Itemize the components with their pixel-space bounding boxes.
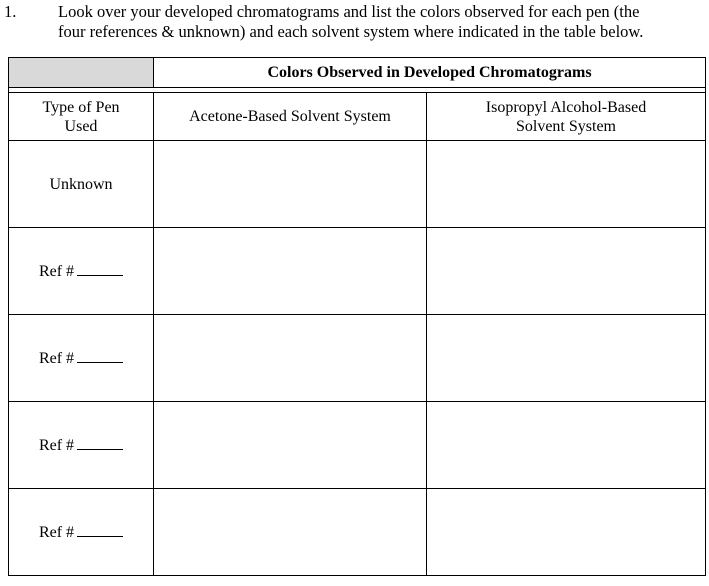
row-label-cell <box>9 315 154 402</box>
row-label: Ref # <box>38 437 75 454</box>
isopropyl-entry-cell[interactable] <box>427 489 706 576</box>
chromatogram-colors-table <box>8 57 706 576</box>
question-text-line-2: four references & unknown) and each solvent system where indicated in the table below. <box>58 22 644 41</box>
isopropyl-entry-cell[interactable] <box>427 228 706 315</box>
ref-number-blank[interactable] <box>77 435 123 450</box>
acetone-entry-cell[interactable] <box>154 489 427 576</box>
header-acetone: Acetone-Based Solvent System <box>154 93 427 141</box>
table-row <box>9 228 706 315</box>
row-label: Ref # <box>38 350 75 367</box>
row-label-cell <box>9 228 154 315</box>
table-row <box>9 402 706 489</box>
table-title: Colors Observed in Developed Chromatograms <box>154 58 706 88</box>
ref-number-blank[interactable] <box>77 522 123 537</box>
header-isopropyl <box>427 93 706 141</box>
header-pen-type-line-1: Type of Pen <box>42 98 120 116</box>
isopropyl-entry-cell[interactable] <box>427 402 706 489</box>
acetone-entry-cell[interactable] <box>154 402 427 489</box>
acetone-entry-cell[interactable] <box>154 315 427 402</box>
row-label-cell <box>9 141 154 228</box>
table-header-row <box>9 93 706 141</box>
table-title-row <box>9 58 706 88</box>
header-isopropyl-line-1: Isopropyl Alcohol-Based <box>485 98 647 116</box>
isopropyl-entry-cell[interactable] <box>427 141 706 228</box>
ref-number-blank[interactable] <box>77 348 123 363</box>
row-label-cell <box>9 402 154 489</box>
question-text <box>58 2 708 42</box>
header-pen-type <box>9 93 154 141</box>
row-label: Ref # <box>38 263 75 280</box>
table-row <box>9 141 706 228</box>
row-label: Unknown <box>49 175 113 193</box>
row-label: Ref # <box>38 524 75 541</box>
question-block <box>0 0 709 52</box>
table-row <box>9 315 706 402</box>
chromatogram-table-container <box>8 57 705 576</box>
table-corner-cell <box>9 58 154 88</box>
header-isopropyl-line-2: Solvent System <box>515 117 616 135</box>
row-label-cell <box>9 489 154 576</box>
question-text-line-1: Look over your developed chromatograms and list the colors observed for each pen (the <box>58 2 640 21</box>
ref-number-blank[interactable] <box>77 261 123 276</box>
isopropyl-entry-cell[interactable] <box>427 315 706 402</box>
acetone-entry-cell[interactable] <box>154 228 427 315</box>
question-number: 1. <box>4 2 17 21</box>
acetone-entry-cell[interactable] <box>154 141 427 228</box>
table-row <box>9 489 706 576</box>
header-pen-type-line-2: Used <box>64 117 98 135</box>
